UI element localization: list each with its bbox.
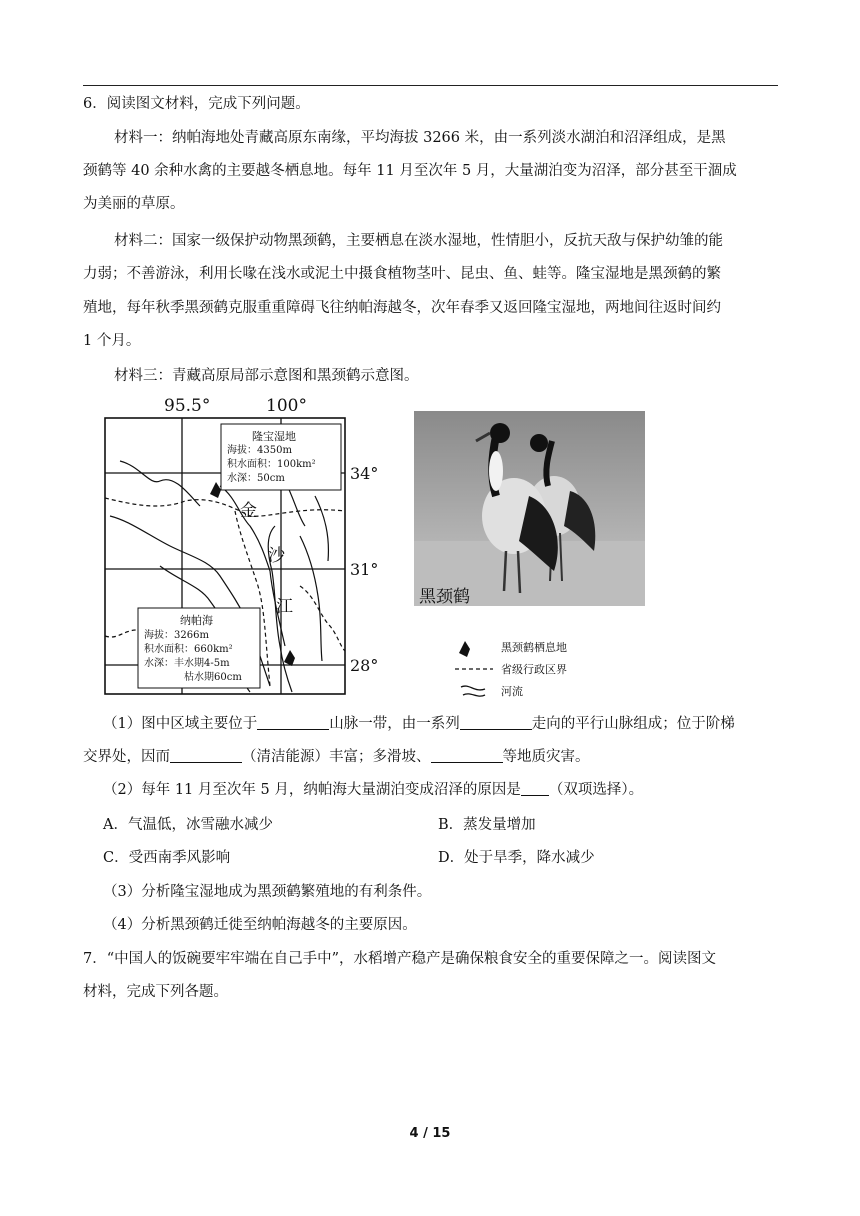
svg-text:枯水期60cm: 枯水期60cm (184, 672, 242, 683)
q6-sub1-line-1: （1）图中区域主要位于 山脉一带，由一系列 走向的平行山脉组成；位于阶梯 (103, 716, 735, 732)
map-legend (455, 635, 635, 701)
option-a: A．气温低，冰雪融水减少 (103, 817, 273, 833)
material-3: 材料三：青藏高原局部示意图和黑颈鹤示意图。 (114, 368, 419, 384)
boundary (300, 586, 345, 651)
material-2-line-1: 材料二：国家一级保护动物黑颈鹤，主要栖息在淡水湿地，性情胆小，反抗天敌与保护幼雏的能 (114, 233, 723, 249)
habitat-legend-icon (459, 641, 470, 657)
legend-habitat-label: 黑颈鹤栖息地 (501, 641, 567, 654)
boundary (105, 498, 345, 516)
lon-100-label: 100° (266, 396, 307, 416)
option-b: B．蒸发量增加 (438, 817, 536, 833)
answer-blank[interactable] (460, 715, 532, 730)
river (315, 496, 328, 561)
q7-line-2: 材料，完成下列各题。 (83, 984, 228, 1000)
material-1-line-3: 为美丽的草原。 (83, 196, 185, 212)
page-number: 4 / 15 (409, 1126, 451, 1141)
river-legend-icon (461, 686, 485, 696)
river-char-sha: 沙 (268, 546, 285, 566)
q6-sub3: （3）分析隆宝湿地成为黑颈鹤繁殖地的有利条件。 (103, 884, 432, 900)
material-2-line-3: 殖地，每年秋季黑颈鹤克服重重障碍飞往纳帕海越冬，次年春季又返回隆宝湿地，两地间往返时间约 (83, 300, 721, 316)
svg-text:隆宝湿地: 隆宝湿地 (252, 430, 296, 443)
svg-text:纳帕海: 纳帕海 (180, 614, 213, 627)
river-char-jiang: 江 (276, 597, 293, 617)
answer-blank[interactable] (257, 715, 329, 730)
answer-blank[interactable] (431, 748, 503, 763)
svg-text:水深：丰水期4-5m: 水深：丰水期4-5m (144, 658, 230, 669)
q6-sub2: （2）每年 11 月至次年 5 月，纳帕海大量湖泊变成沼泽的原因是 （双项选择）。 (103, 782, 644, 798)
napahai-habitat-marker (284, 650, 295, 666)
answer-blank[interactable] (521, 781, 549, 796)
material-2-line-4: 1 个月。 (83, 333, 141, 349)
svg-text:积水面积：660km²: 积水面积：660km² (144, 644, 233, 655)
river (300, 536, 322, 661)
q6-sub4: （4）分析黑颈鹤迁徙至纳帕海越冬的主要原因。 (103, 917, 417, 933)
material-1-line-2: 颈鹤等 40 余种水禽的主要越冬栖息地。每年 11 月至次年 5 月，大量湖泊变为沼泽，部分甚至干涸成 (83, 163, 737, 179)
black-necked-crane-photo (414, 411, 645, 606)
option-c: C．受西南季风影响 (103, 850, 231, 866)
material-2-line-2: 力弱；不善游泳，利用长喙在浅水或泥土中摄食植物茎叶、昆虫、鱼、蛙等。隆宝湿地是黑颈鹤的繁 (83, 266, 721, 282)
material-1-line-1: 材料一：纳帕海地处青藏高原东南缘，平均海拔 3266 米，由一系列淡水湖泊和沼泽组成，是黑 (114, 130, 726, 146)
svg-text:积水面积：100km²: 积水面积：100km² (227, 459, 316, 470)
longbao-info-box (221, 424, 341, 490)
q6-sub1-line-2: 交界处，因而 （清洁能源）丰富；多滑坡、 等地质灾害。 (83, 749, 590, 765)
legend-river-label: 河流 (501, 685, 523, 698)
river (120, 461, 200, 506)
lon-95-5-label: 95.5° (164, 396, 211, 416)
river-char-jin: 金 (240, 501, 257, 521)
longbao-habitat-marker (210, 482, 221, 498)
qinghai-tibet-map (100, 386, 379, 696)
lat-34-label: 34° (350, 464, 379, 483)
svg-text:海拔：3266m: 海拔：3266m (144, 630, 209, 641)
legend-boundary-label: 省级行政区界 (501, 663, 567, 676)
option-d: D．处于旱季，降水减少 (438, 850, 595, 866)
lat-31-label: 31° (350, 560, 379, 579)
q7-line-1: 7．“中国人的饭碗要牢牢端在自己手中”，水稻增产稳产是确保粮食安全的重要保障之一。阅读图文 (83, 951, 717, 967)
svg-text:海拔：4350m: 海拔：4350m (227, 445, 292, 456)
q6-heading: 6．阅读图文材料，完成下列问题。 (83, 96, 310, 112)
napahai-info-box (138, 608, 260, 688)
photo-caption: 黑颈鹤 (419, 587, 470, 607)
lat-28-label: 28° (350, 656, 379, 675)
answer-blank[interactable] (170, 748, 242, 763)
header-rule (83, 85, 778, 86)
svg-text:水深：50cm: 水深：50cm (227, 473, 285, 484)
